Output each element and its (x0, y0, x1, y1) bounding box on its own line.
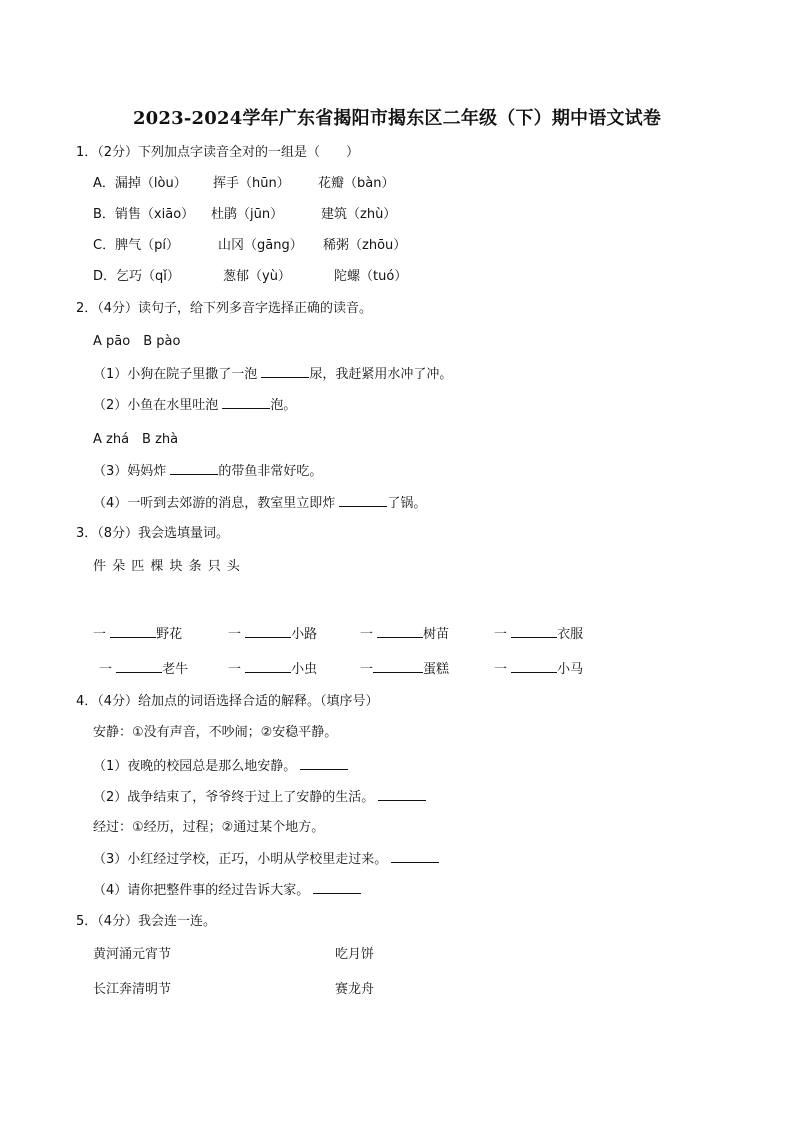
measure-item: 一 老牛 (99, 662, 189, 677)
answer-blank[interactable] (339, 494, 387, 507)
option-c-word-3: 稀粥（zhōu） (323, 238, 407, 253)
question-5-stem: 5．（4分）我会连一连。 (76, 914, 217, 929)
option-c-word-2: 山冈（gāng） (218, 238, 303, 253)
option-a-word-2: 挥手（hūn） (213, 176, 290, 191)
question-2-sentence-1: （1）小狗在院子里撒了一泡 尿，我赶紧用水冲了冲。 (93, 367, 453, 382)
question-4-sentence-3: （3）小红经过学校，正巧，小明从学校里走过来。 (93, 850, 439, 869)
measure-word-bank: 件 朵 匹 棵 块 条 只 头 (93, 559, 241, 574)
answer-blank[interactable] (116, 660, 162, 673)
option-b-word-3: 建筑（zhù） (321, 207, 397, 222)
answer-blank[interactable] (511, 625, 557, 638)
answer-blank[interactable] (373, 660, 423, 673)
question-2-sentence-2: （2）小鱼在水里吐泡 泡。 (93, 398, 297, 413)
answer-blank[interactable] (261, 365, 309, 378)
answer-blank[interactable] (378, 788, 426, 801)
question-2-sentence-4: （4）一听到去郊游的消息，教室里立即炸 了锅。 (93, 496, 427, 511)
measure-item: 一 小路 (228, 627, 318, 642)
match-left-item[interactable]: 黄河涌元宵节 (93, 947, 172, 962)
measure-item: 一 蛋糕 (360, 662, 450, 677)
question-4-sentence-4: （4）请你把整件事的经过告诉大家。 (93, 881, 361, 900)
match-right-item[interactable]: 赛龙舟 (335, 982, 375, 997)
question-1-option-a: A．漏掉（lòu） (93, 176, 187, 191)
question-2-sentence-3: （3）妈妈炸 的带鱼非常好吃。 (93, 464, 323, 479)
answer-blank[interactable] (245, 625, 291, 638)
measure-item: 一 小马 (494, 662, 584, 677)
definition-anjing: 安静：①没有声音，不吵闹；②安稳平静。 (93, 725, 338, 740)
question-4-sentence-1: （1）夜晚的校园总是那么地安静。 (93, 757, 348, 776)
answer-blank[interactable] (245, 660, 291, 673)
measure-item: 一 小虫 (228, 662, 318, 677)
question-2-choices-1: A pāo B pào (93, 334, 181, 349)
page-title: 2023-2024学年广东省揭阳市揭东区二年级（下）期中语文试卷 (132, 108, 662, 129)
question-3-stem: 3．（8分）我会选填量词。 (76, 526, 230, 541)
question-1-option-b: B．销售（xiāo） (93, 207, 195, 222)
answer-blank[interactable] (511, 660, 557, 673)
question-1-option-c: C．脾气（pí） (93, 238, 179, 253)
measure-item: 一 野花 (93, 627, 183, 642)
option-d-word-3: 陀螺（tuó） (334, 269, 408, 284)
option-b-word-2: 杜鹃（jūn） (211, 207, 284, 222)
answer-blank[interactable] (313, 881, 361, 894)
answer-blank[interactable] (300, 757, 348, 770)
measure-item: 一 衣服 (494, 627, 584, 642)
question-2-choices-2: A zhá B zhà (93, 432, 179, 447)
question-4-stem: 4．（4分）给加点的词语选择合适的解释。（填序号） (76, 694, 379, 709)
question-4-sentence-2: （2）战争结束了，爷爷终于过上了安静的生活。 (93, 788, 426, 807)
question-2-stem: 2．（4分）读句子，给下列多音字选择正确的读音。 (76, 301, 373, 316)
measure-item: 一 树苗 (360, 627, 450, 642)
definition-jingguo: 经过：①经历，过程；②通过某个地方。 (93, 820, 325, 835)
answer-blank[interactable] (391, 850, 439, 863)
answer-blank[interactable] (110, 625, 156, 638)
option-d-word-2: 葱郁（yù） (223, 269, 291, 284)
match-right-item[interactable]: 吃月饼 (335, 947, 375, 962)
question-1-option-d: D．乞巧（qǐ） (93, 269, 180, 284)
answer-blank[interactable] (170, 462, 218, 475)
match-left-item[interactable]: 长江奔清明节 (93, 982, 172, 997)
option-a-word-3: 花瓣（bàn） (318, 176, 395, 191)
answer-blank[interactable] (222, 396, 270, 409)
answer-blank[interactable] (377, 625, 423, 638)
question-1-stem: 1．（2分）下列加点字读音全对的一组是（ ） (76, 145, 360, 160)
